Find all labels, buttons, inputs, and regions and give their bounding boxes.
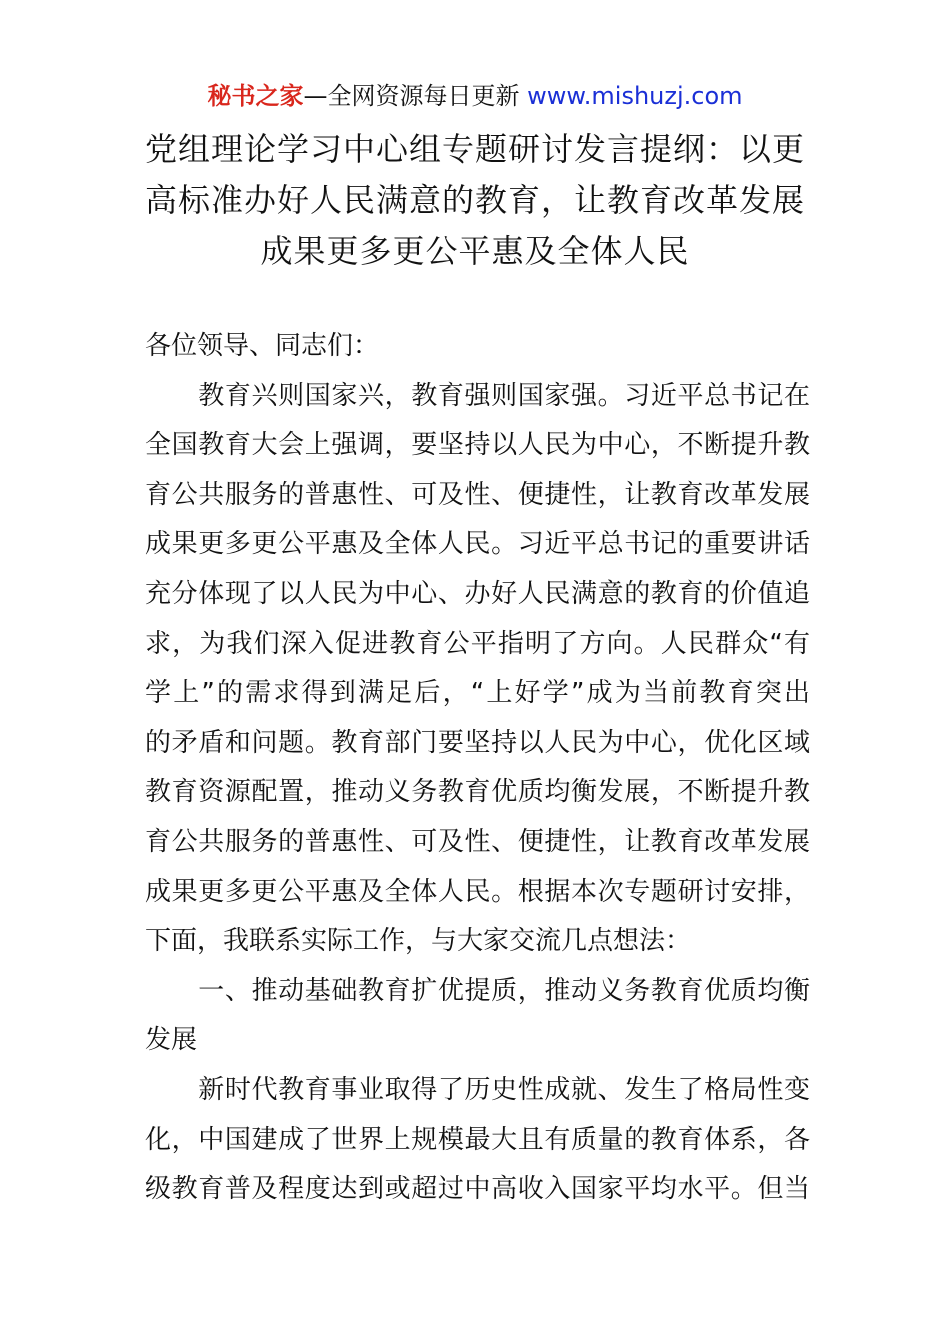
text-line: 化，中国建成了世界上规模最大且有质量的教育体系，各 (145, 1124, 810, 1155)
text-line: 级教育普及程度达到或超过中高收入国家平均水平。但当 (145, 1174, 810, 1205)
text-line: 充分体现了以人民为中心、办好人民满意的教育的价值追 (145, 578, 810, 609)
text-line: 成果更多更公平惠及全体人民。根据本次专题研讨安排， (145, 876, 810, 907)
title-line: 高标准办好人民满意的教育，让教育改革发展 (144, 181, 805, 219)
text-line: 的矛盾和问题。教育部门要坚持以人民为中心，优化区域 (145, 727, 810, 758)
title-line: 成果更多更公平惠及全体人民 (260, 232, 690, 270)
title-line: 党组理论学习中心组专题研讨发言提纲：以更 (144, 130, 805, 168)
salutation-line: 各位领导、同志们： (145, 331, 380, 361)
text-line: 教育资源配置，推动义务教育优质均衡发展，不断提升教 (145, 777, 810, 808)
text-line: 新时代教育事业取得了历史性成就、发生了格局性变 (145, 1074, 810, 1105)
text-line: 教育兴则国家兴，教育强则国家强。习近平总书记在 (145, 380, 810, 411)
text-line: 育公共服务的普惠性、可及性、便捷性，让教育改革发展 (145, 479, 810, 510)
site-tagline: —全网资源每日更新 (303, 82, 528, 110)
text-line: 全国教育大会上强调，要坚持以人民为中心，不断提升教 (145, 430, 810, 461)
document-body (145, 322, 810, 1215)
heading-line: 发展 (145, 1025, 198, 1056)
paragraph-intro (145, 372, 810, 967)
site-url-link[interactable]: www.mishuzj.com (527, 82, 743, 110)
heading-line: 一、推动基础教育扩优提质，推动义务教育优质均衡 (145, 975, 810, 1006)
brand-name: 秘书之家 (207, 82, 304, 110)
section-heading-1 (145, 967, 810, 1066)
document-title (140, 124, 810, 277)
site-header (0, 80, 950, 112)
paragraph-section-1 (145, 1066, 810, 1215)
salutation (145, 322, 810, 372)
text-line: 成果更多更公平惠及全体人民。习近平总书记的重要讲话 (145, 529, 810, 560)
text-line: 下面，我联系实际工作，与大家交流几点想法： (145, 926, 692, 957)
text-line: 育公共服务的普惠性、可及性、便捷性，让教育改革发展 (145, 826, 810, 857)
text-line: 学上”的需求得到满足后，“上好学”成为当前教育突出 (145, 678, 810, 709)
text-line: 求，为我们深入促进教育公平指明了方向。人民群众“有 (145, 628, 810, 659)
